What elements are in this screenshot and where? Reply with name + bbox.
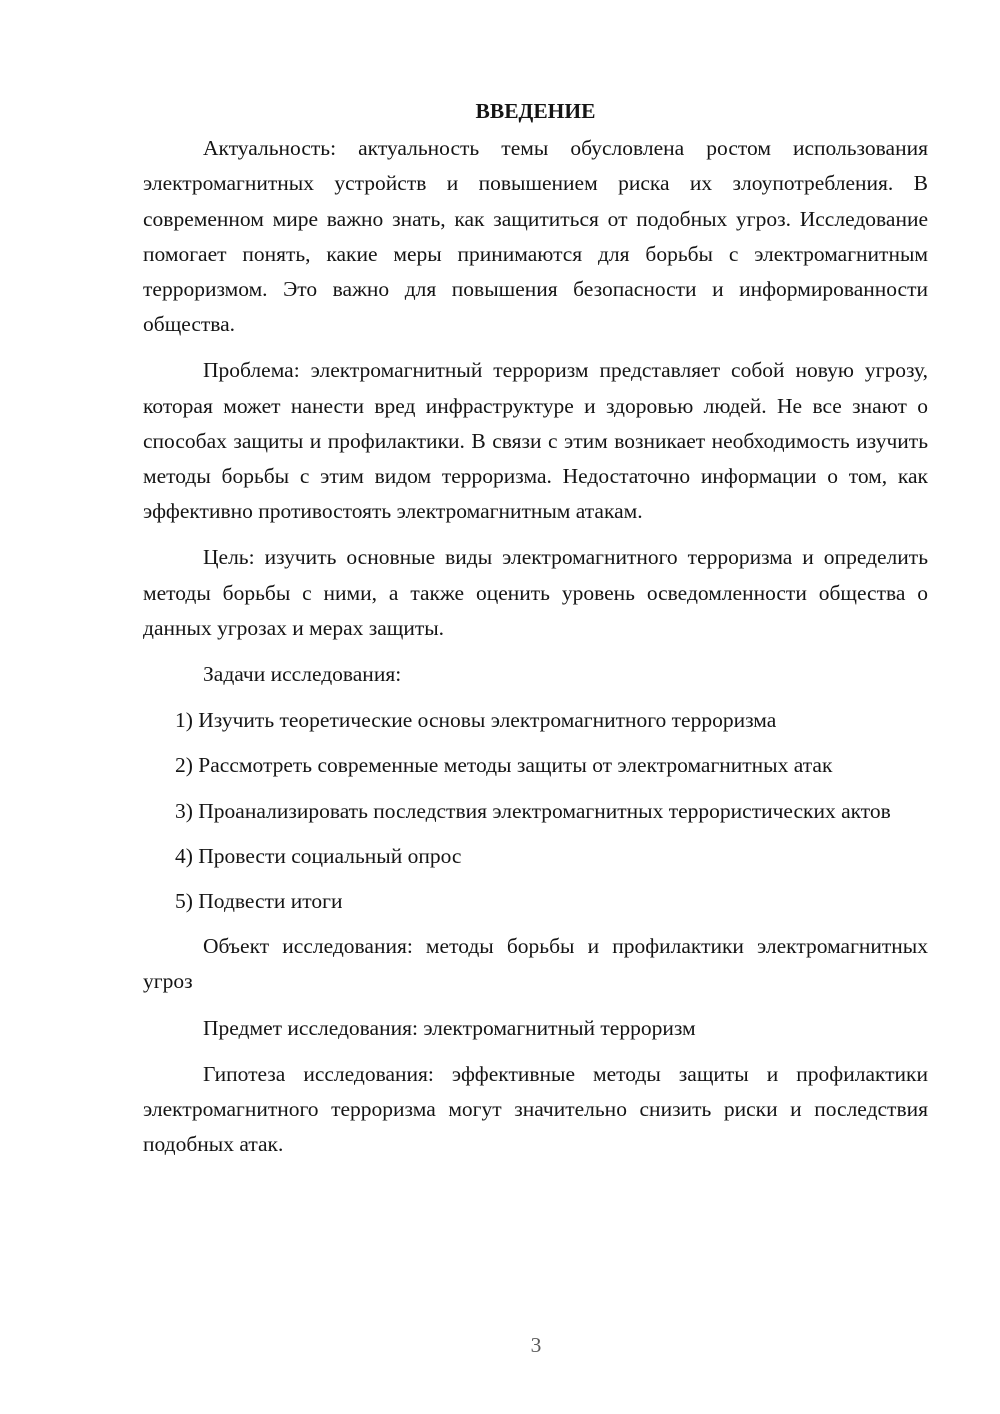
section-heading: ВВЕДЕНИЕ	[475, 99, 596, 123]
tasks-list	[143, 703, 928, 919]
problem-paragraph: Проблема: электромагнитный терроризм представляет собой новую угрозу, которая может нанести вред инфраструктуре и здоровью людей. Не все знают о способах защиты и профилактики. В связи с этим возникает необходимость изучить методы борьбы с этим видом терроризма. Недостаточно информации о том, как эффективно противостоять электромагнитным атакам.	[143, 358, 928, 524]
page-number: 3	[530, 1333, 542, 1357]
tasks-title: Задачи исследования:	[203, 662, 402, 687]
task-item: 1) Изучить теоретические основы электромагнитного терроризма	[175, 708, 777, 733]
document-page	[143, 94, 928, 1173]
task-item: 3) Проанализировать последствия электромагнитных террористических актов	[175, 798, 891, 823]
task-item: 5) Подвести итоги	[175, 889, 343, 914]
object-paragraph: Объект исследования: методы борьбы и профилактики электромагнитных угроз	[143, 934, 928, 994]
task-item: 2) Рассмотреть современные методы защиты от электромагнитных атак	[175, 753, 833, 778]
goal-paragraph: Цель: изучить основные виды электромагнитного терроризма и определить методы борьбы с ними, а также оценить уровень осведомленности общества о данных угрозах и мерах защиты.	[143, 545, 928, 640]
task-item: 4) Провести социальный опрос	[175, 843, 462, 868]
subject-paragraph: Предмет исследования: электромагнитный терроризм	[203, 1015, 696, 1040]
relevance-paragraph: Актуальность: актуальность темы обусловлена ростом использования электромагнитных устройств и повышением риска их злоупотребления. В современном мире важно знать, как защититься от подобных угроз. Исследование помогает понять, какие меры принимаются для борьбы с электромагнитным терроризмом. Это важно для повышения безопасности и информированности общества.	[143, 136, 928, 337]
hypothesis-paragraph: Гипотеза исследования: эффективные методы защиты и профилактики электромагнитного терроризма могут значительно снизить риски и последствия подобных атак.	[143, 1061, 928, 1157]
